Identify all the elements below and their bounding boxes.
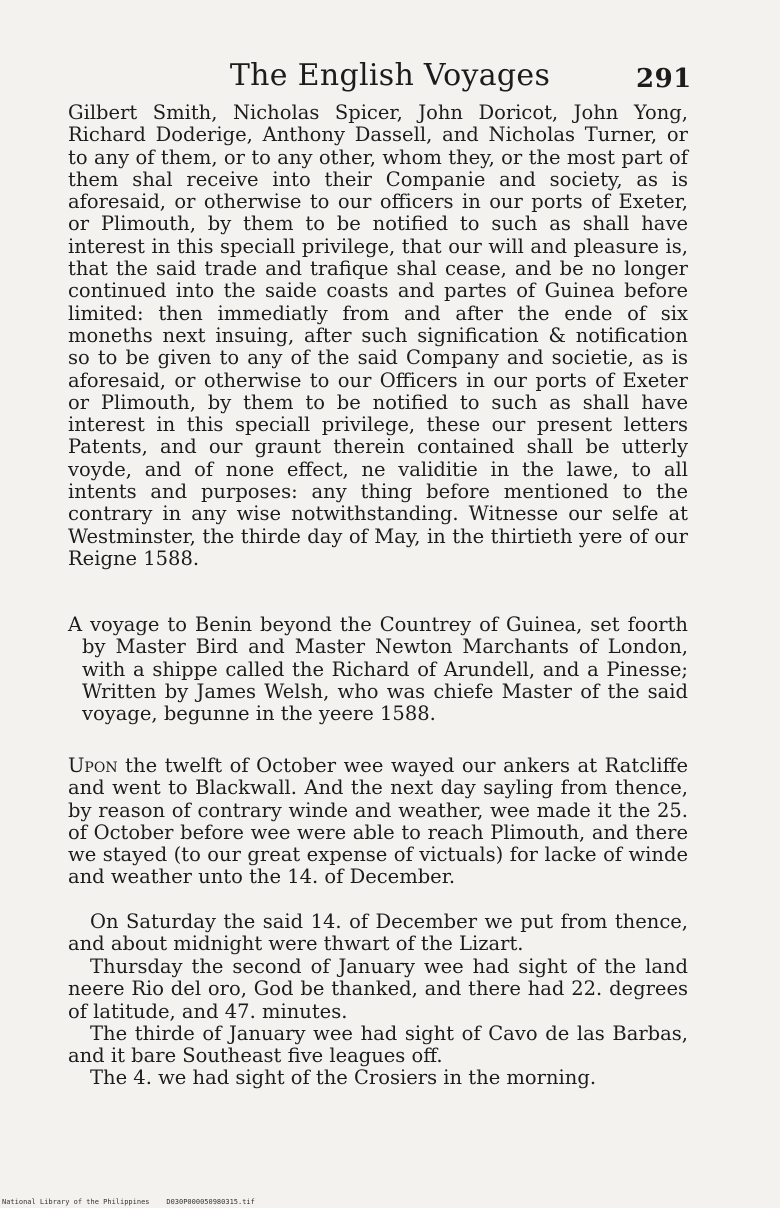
patent-paragraph: Gilbert Smith, Nicholas Spicer, John Doricot, John Yong, Richard Doderige, Anthony Dassell, and Nicholas Turner, or to any of them, or to any other, whom they, or the most part of them shal receive into their Companie and society, as is aforesaid, or otherwise to our officers in our ports of Exeter, or Plimouth, by them to be notified to such as shall have interest in this speciall privilege, that our will and pleasure is, that the said trade and trafique shal cease, and be no longer continued into the saide coasts and partes of Guinea before limited: then immediatly from and after the ende of six moneths next insuing, after such signification & notification so to be given to any of the said Company and societie, as is aforesaid, or otherwise to our Officers in our ports of Exeter or Plimouth, by them to be notified to such as shall have interest in this speciall privilege, these our present letters Patents, and our graunt therein contained shall be utterly voyde, and of none effect, ne validitie in the lawe, to all intents and purposes: any thing before mentioned to the contrary in any wise notwithstanding. Witnesse our selfe at Westminster, the thirde day of May, in the thirtieth yere of our Reigne 1588.: [68, 101, 688, 570]
voyage-paragraph-departure: [68, 755, 688, 889]
page-number: 291: [636, 64, 692, 94]
drop-word: Upon: [68, 754, 118, 777]
running-title: The English Voyages: [229, 58, 551, 93]
voyage-heading: A voyage to Benin beyond the Countrey of Guinea, set foorth by Master Bird and Master Newton Marchants of London, with a shippe called the Richard of Arundell, and a Pinesse; Written by James Welsh, who was chiefe Master of the said voyage, begunne in the yeere 1588.: [68, 613, 688, 726]
voyage-paragraph-rio-del-oro: Thursday the second of January wee had sight of the land neere Rio del oro, God be thanked, and there had 22. degrees of latitude, and 47. minutes.: [68, 955, 688, 1023]
departure-text: the twelft of October wee wayed our ankers at Ratcliffe and went to Blackwall. And the next day sayling from thence, by reason of contrary winde and weather, wee made it the 25. of October before wee were able to reach Plimouth, and there we stayed (to our great expense of victuals) for lacke of winde and weather unto the 14. of December.: [68, 754, 688, 889]
scan-footer: National Library of the Philippines D030P000050980315.tif: [2, 1198, 255, 1206]
voyage-paragraph-crosiers: The 4. we had sight of the Crosiers in the morning.: [90, 1066, 597, 1089]
voyage-paragraph-cavo-de-las-barbas: The thirde of January wee had sight of Cavo de las Barbas, and it bare Southeast five leagues off.: [68, 1022, 688, 1068]
voyage-paragraph-december: On Saturday the said 14. of December we put from thence, and about midnight were thwart of the Lizart.: [68, 910, 688, 956]
